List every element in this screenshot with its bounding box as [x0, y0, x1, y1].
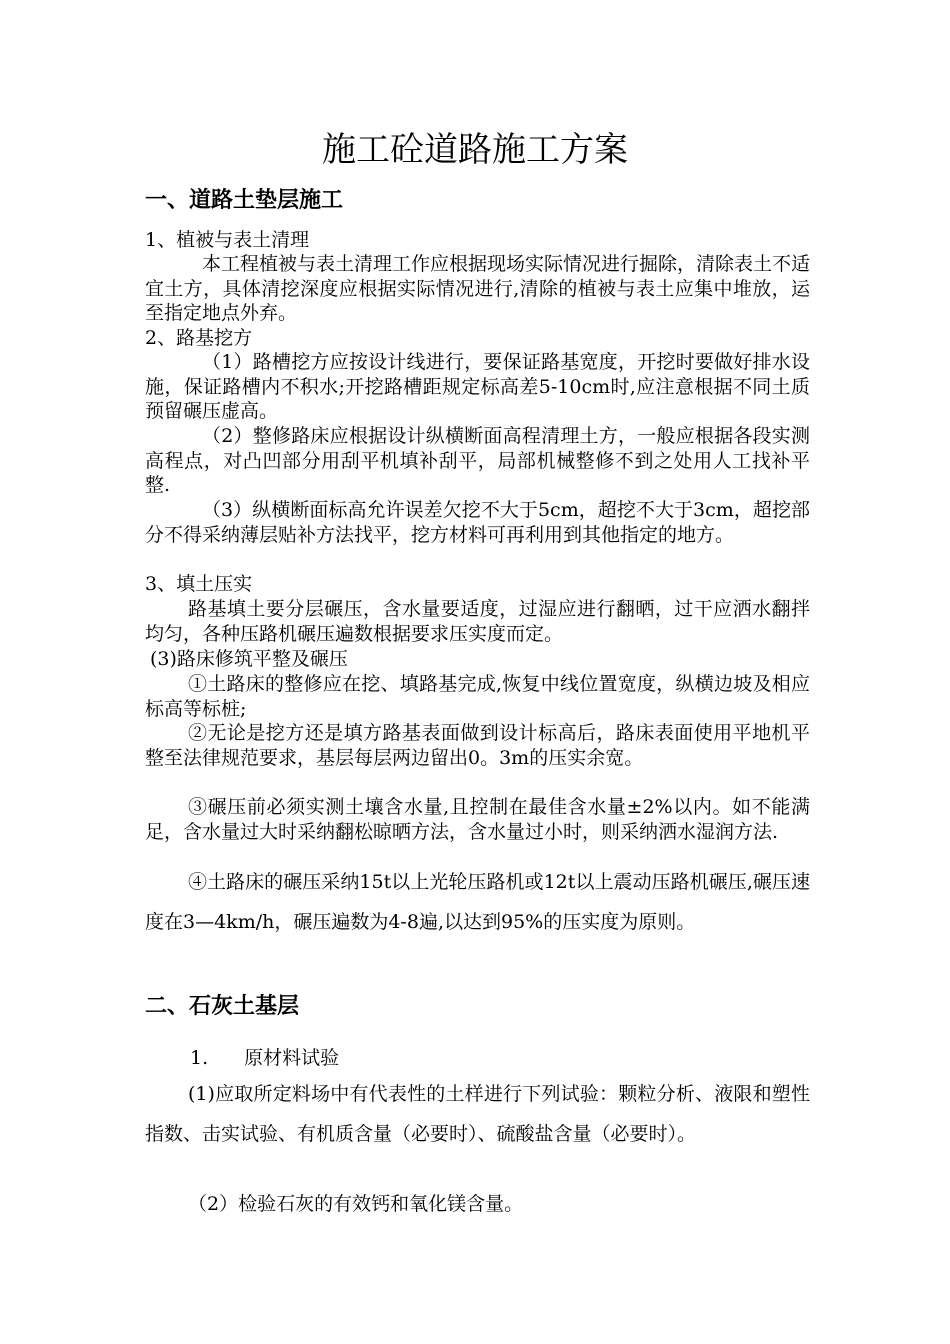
paragraph-roadbed-1: ①土路床的整修应在挖、填路基完成,恢复中线位置宽度，纵横边坡及相应标高等标桩;: [145, 673, 810, 720]
paragraph-excavation-2: （2）整修路床应根据设计纵横断面高程清理土方，一般应根据各段实测高程点，对凸凹部分用刮平机填补刮平，局部机械整修不到之处用人工找补平整.: [145, 425, 810, 496]
subheading-compaction: 3、填土压实: [145, 573, 253, 595]
subheading-clearing: 1、植被与表土清理: [145, 229, 310, 251]
subheading-excavation: 2、路基挖方: [145, 327, 253, 349]
subheading-roadbed: (3)路床修筑平整及碾压: [150, 648, 348, 670]
page-title: 施工砼道路施工方案: [322, 130, 628, 170]
paragraph-material-test: (1)应取所定料场中有代表性的土样进行下列试验：颗粒分析、液限和塑性指数、击实试验、有机质含量（必要时）、硫酸盐含量（必要时）。: [145, 1083, 810, 1145]
paragraph-compaction: 路基填土要分层碾压，含水量要适度，过湿应进行翻晒，过干应洒水翻拌均匀，各种压路机碾压遍数根据要求压实度而定。: [145, 598, 810, 645]
list-item-label: 原材料试验: [244, 1047, 340, 1069]
paragraph-clearing: 本工程植被与表土清理工作应根据现场实际情况进行掘除，清除表土不适宜土方，具体清挖深度应根据实际情况进行,清除的植被与表土应集中堆放，运至指定地点外弃。: [145, 253, 811, 324]
paragraph-roadbed-4: ④土路床的碾压采纳15t以上光轮压路机或12t以上震动压路机碾压,碾压速度在3—4km/h，碾压遍数为4-8遍,以达到95%的压实度为原则。: [145, 871, 810, 933]
paragraph-excavation-3: （3）纵横断面标高允许误差欠挖不大于5cm，超挖不大于3cm，超挖部分不得采纳薄层贴补方法找平，挖方材料可再利用到其他指定的地方。: [145, 499, 810, 546]
paragraph-roadbed-3: ③碾压前必须实测土壤含水量,且控制在最佳含水量±2%以内。如不能满足，含水量过大时采纳翻松晾晒方法，含水量过小时，则采纳洒水湿润方法.: [145, 796, 810, 843]
list-item-raw-material: [190, 1046, 339, 1071]
section-heading-2: 二、石灰土基层: [145, 994, 300, 1019]
paragraph-roadbed-2: ②无论是挖方还是填方路基表面做到设计标高后，路床表面使用平地机平整至法律规范要求，基层每层两边留出0。3m的压实余宽。: [145, 722, 810, 769]
section-heading-1: 一、道路土垫层施工: [145, 188, 344, 213]
list-item-number: 1.: [190, 1047, 209, 1069]
paragraph-lime-test: （2）检验石灰的有效钙和氧化镁含量。: [188, 1193, 524, 1215]
paragraph-excavation-1: （1）路槽挖方应按设计线进行，要保证路基宽度，开挖时要做好排水设施，保证路槽内不积水;开挖路槽距规定标高差5-10cm时,应注意根据不同土质预留碾压虚高。: [145, 351, 810, 422]
